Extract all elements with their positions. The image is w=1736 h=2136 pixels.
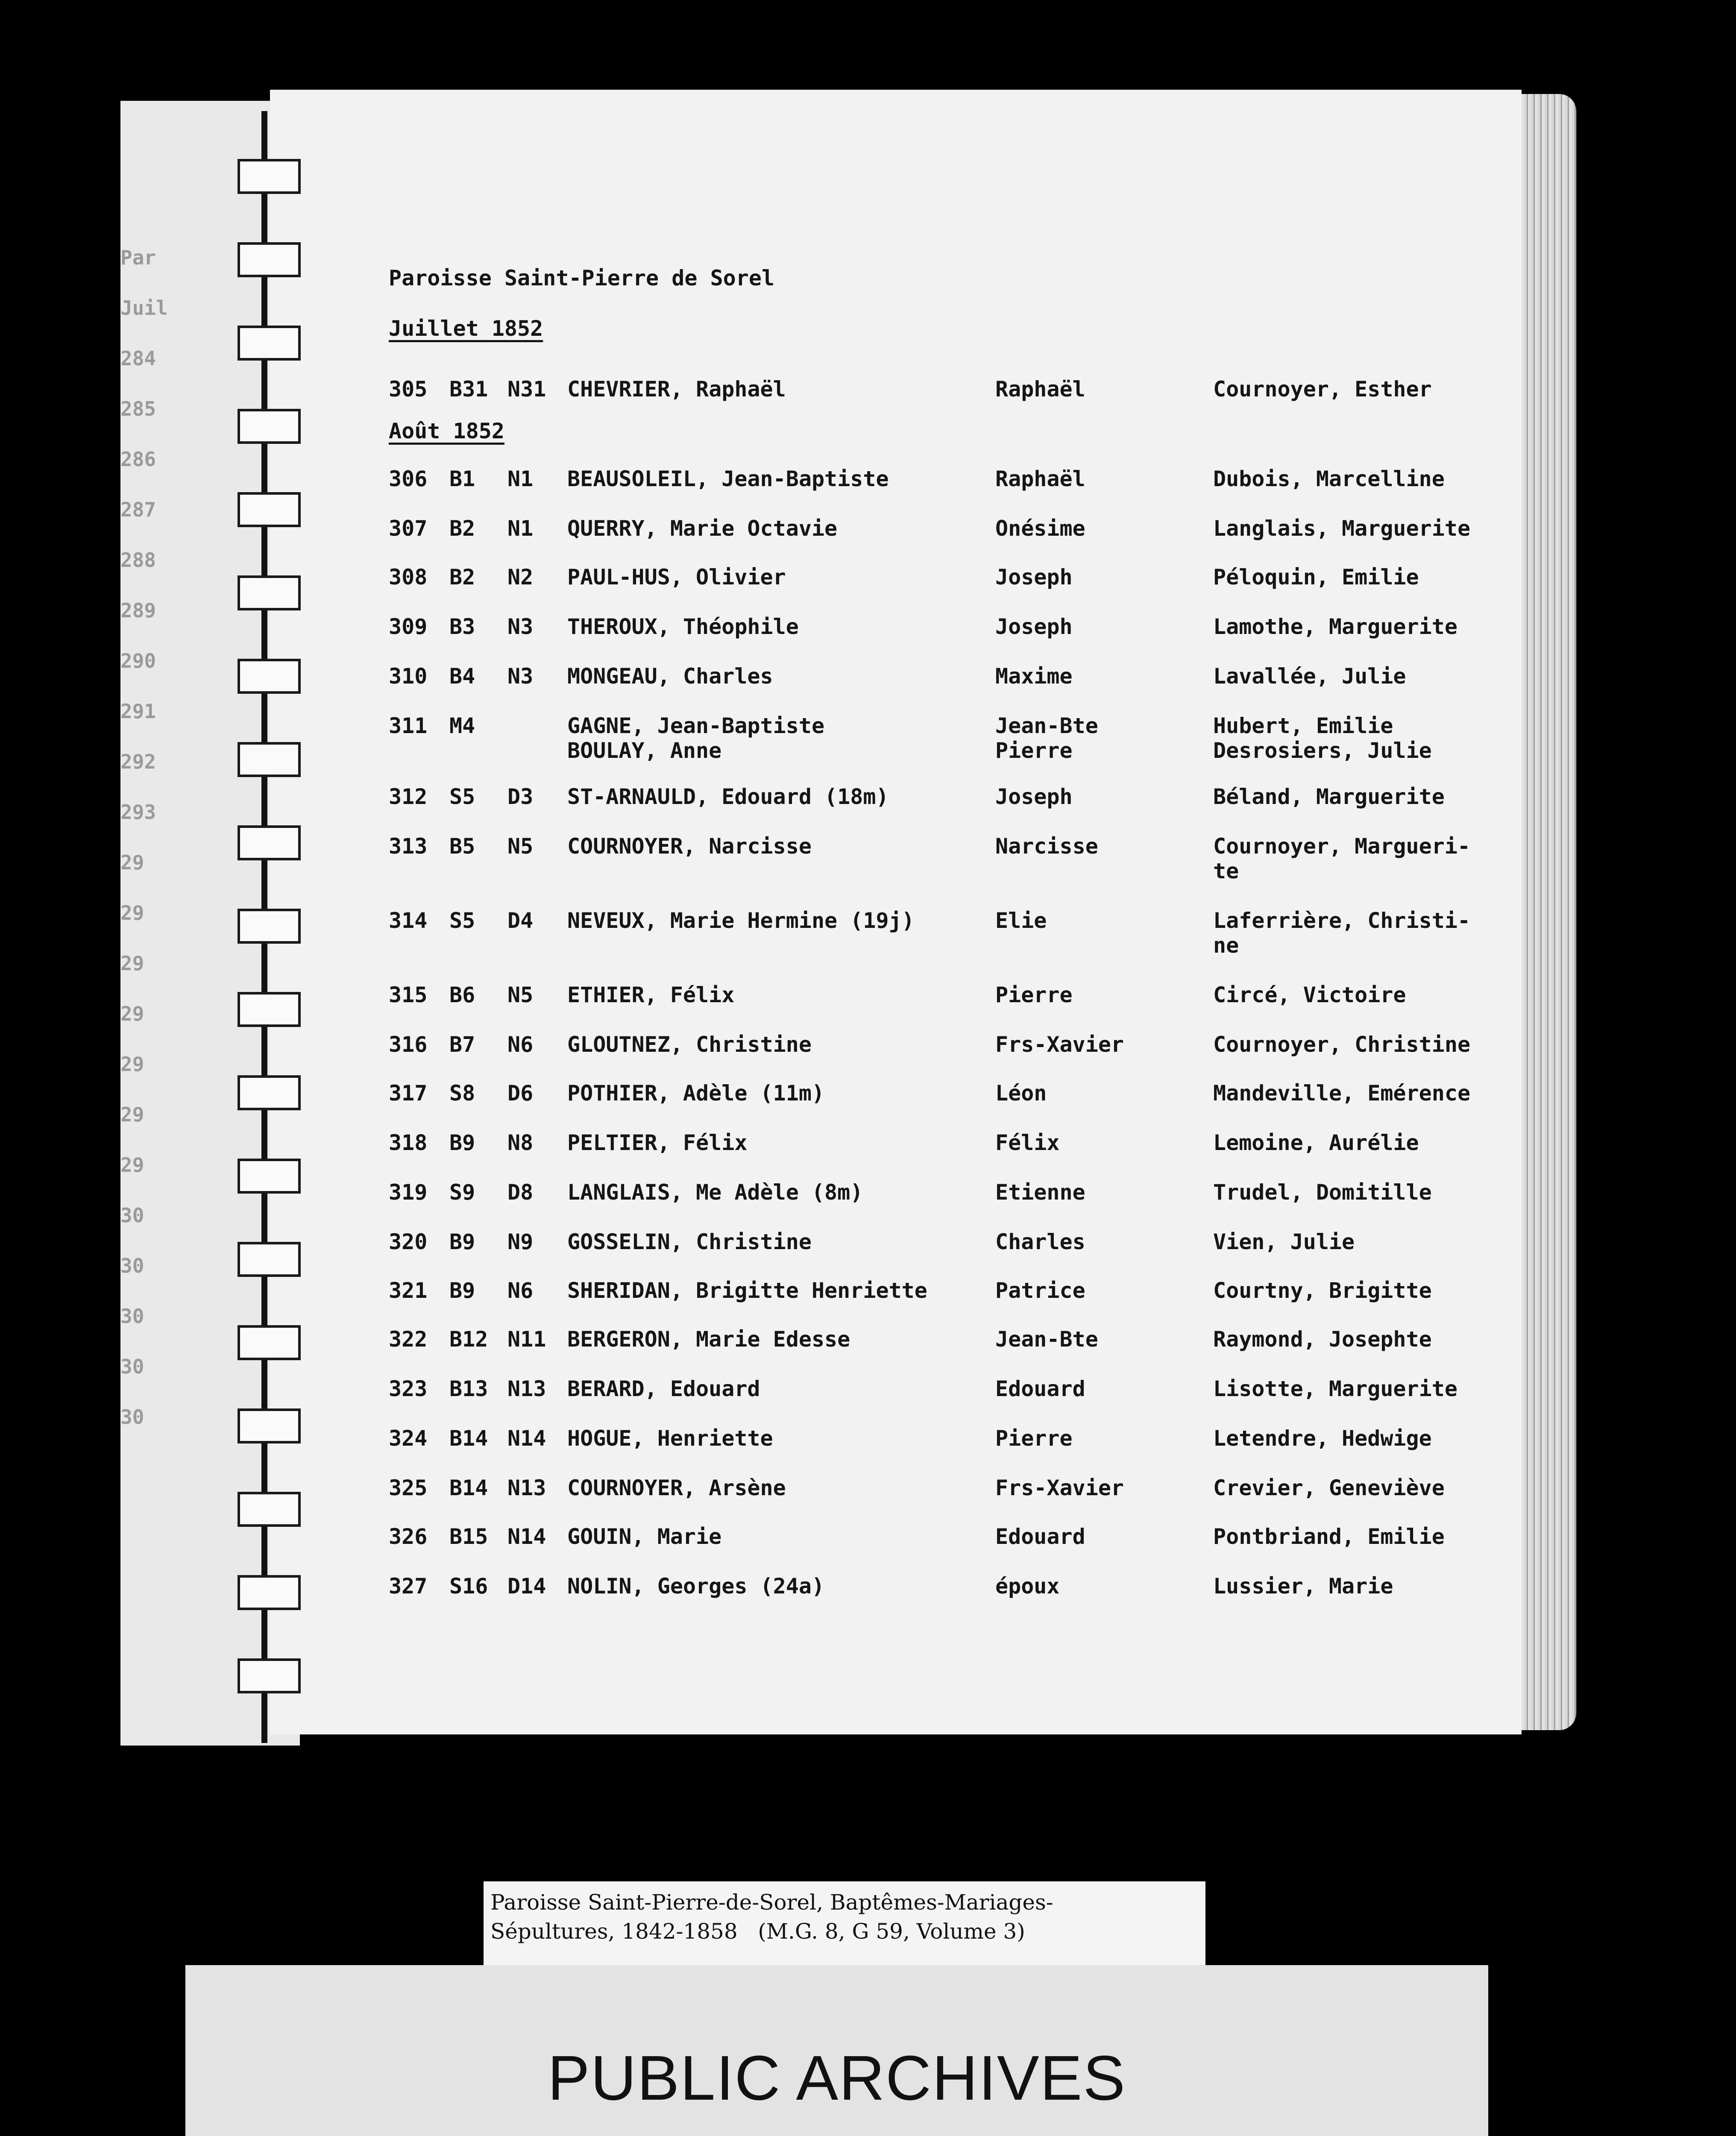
register-entry bbox=[389, 1130, 1516, 1182]
entry-mother-name: Laferrière, Christi- bbox=[1213, 908, 1471, 933]
entry-subject-name: LANGLAIS, Me Adèle (8m) bbox=[567, 1180, 863, 1205]
entry-number: 315 bbox=[389, 983, 428, 1007]
entry-subject-name: BOULAY, Anne bbox=[567, 738, 722, 763]
register-entry bbox=[389, 713, 1516, 765]
ghost-page-number: 289 bbox=[120, 599, 156, 622]
ghost-page-number: 287 bbox=[120, 498, 156, 521]
entry-mother-name: Lisotte, Marguerite bbox=[1213, 1376, 1457, 1401]
ghost-page-number: 290 bbox=[120, 649, 156, 672]
entry-act-code: B2 bbox=[449, 565, 475, 590]
entry-subject-name: COURNOYER, Narcisse bbox=[567, 834, 812, 859]
ghost-page-number: 29 bbox=[120, 1103, 144, 1126]
entry-number: 318 bbox=[389, 1130, 428, 1155]
entry-act-code: B9 bbox=[449, 1229, 475, 1254]
entry-number: 326 bbox=[389, 1524, 428, 1549]
entry-mother-name: Hubert, Emilie bbox=[1213, 713, 1393, 738]
entry-act-code: M4 bbox=[449, 713, 475, 738]
ghost-page-number: 292 bbox=[120, 750, 156, 773]
register-entry bbox=[389, 516, 1516, 567]
register-entry bbox=[389, 1032, 1516, 1083]
binding-ring bbox=[238, 659, 301, 694]
entry-subject-name: MONGEAU, Charles bbox=[567, 664, 773, 689]
entry-mother-name: Courtny, Brigitte bbox=[1213, 1278, 1432, 1303]
entry-mother-name: Lavallée, Julie bbox=[1213, 664, 1406, 689]
entry-sequence-code: N2 bbox=[507, 565, 534, 590]
entry-father-name: Frs-Xavier bbox=[995, 1476, 1124, 1500]
ghost-page-number: 293 bbox=[120, 801, 156, 824]
entry-father-name: Raphaël bbox=[995, 467, 1085, 491]
entry-father-name: Pierre bbox=[995, 983, 1073, 1007]
entry-mother-name: Trudel, Domitille bbox=[1213, 1180, 1432, 1205]
entry-mother-name: Péloquin, Emilie bbox=[1213, 565, 1419, 590]
binding-ring bbox=[238, 409, 301, 444]
entry-number: 310 bbox=[389, 664, 428, 689]
entry-number: 322 bbox=[389, 1327, 428, 1352]
entry-act-code: B9 bbox=[449, 1130, 475, 1155]
binding-ring bbox=[238, 1492, 301, 1527]
entry-mother-name: Cournoyer, Margueri- bbox=[1213, 834, 1471, 859]
archives-line-english: PUBLIC ARCHIVES bbox=[547, 2043, 1126, 2113]
entry-subject-name: BERARD, Edouard bbox=[567, 1376, 760, 1401]
entry-act-code: B13 bbox=[449, 1376, 488, 1401]
entry-sequence-code: D8 bbox=[507, 1180, 534, 1205]
entry-sequence-code: N6 bbox=[507, 1032, 534, 1057]
entry-father-name: Elie bbox=[995, 908, 1047, 933]
binding-ring bbox=[238, 1325, 301, 1360]
register-entry bbox=[389, 614, 1516, 666]
entry-number: 312 bbox=[389, 784, 428, 809]
entry-mother-name: Letendre, Hedwige bbox=[1213, 1426, 1432, 1451]
entry-sequence-code: N14 bbox=[507, 1524, 546, 1549]
binding-ring bbox=[238, 1075, 301, 1110]
entry-sequence-code: N3 bbox=[507, 614, 534, 639]
entry-mother-name: te bbox=[1213, 859, 1239, 883]
entry-subject-name: GOSSELIN, Christine bbox=[567, 1229, 812, 1254]
source-citation-slip bbox=[484, 1881, 1205, 1971]
entry-number: 323 bbox=[389, 1376, 428, 1401]
entry-act-code: B1 bbox=[449, 467, 475, 491]
binding-ring bbox=[238, 1242, 301, 1277]
entry-number: 307 bbox=[389, 516, 428, 541]
entry-mother-name: Desrosiers, Julie bbox=[1213, 738, 1432, 763]
entry-mother-name: Raymond, Josephte bbox=[1213, 1327, 1432, 1352]
citation-line-2: Sépultures, 1842-1858 (M.G. 8, G 59, Volume 3) bbox=[490, 1919, 1025, 1944]
entry-act-code: B2 bbox=[449, 516, 475, 541]
entry-act-code: B14 bbox=[449, 1426, 488, 1451]
register-entry bbox=[389, 467, 1516, 518]
ghost-page-number: Par bbox=[120, 246, 156, 269]
entry-subject-name: ST-ARNAULD, Edouard (18m) bbox=[567, 784, 889, 809]
binding-ring bbox=[238, 742, 301, 777]
entry-father-name: Joseph bbox=[995, 565, 1073, 590]
binding-ring bbox=[238, 1575, 301, 1610]
entry-sequence-code: N8 bbox=[507, 1130, 534, 1155]
entry-father-name: Joseph bbox=[995, 614, 1073, 639]
entry-father-name: époux bbox=[995, 1574, 1060, 1599]
binding-ring bbox=[238, 242, 301, 277]
entry-number: 314 bbox=[389, 908, 428, 933]
entry-act-code: S8 bbox=[449, 1081, 475, 1106]
entry-subject-name: GOUIN, Marie bbox=[567, 1524, 722, 1549]
register-entry bbox=[389, 1278, 1516, 1329]
register-entry bbox=[389, 834, 1516, 885]
ghost-page-number: 286 bbox=[120, 448, 156, 471]
ghost-page-number: 29 bbox=[120, 1053, 144, 1076]
entry-act-code: S9 bbox=[449, 1180, 475, 1205]
entry-father-name: Jean-Bte bbox=[995, 713, 1098, 738]
binding-ring bbox=[238, 159, 301, 194]
ghost-page-number: 30 bbox=[120, 1305, 144, 1328]
entry-number: 311 bbox=[389, 713, 428, 738]
entry-sequence-code: N5 bbox=[507, 834, 534, 859]
ghost-page-number: 29 bbox=[120, 1002, 144, 1025]
entry-number: 317 bbox=[389, 1081, 428, 1106]
entry-act-code: B4 bbox=[449, 664, 475, 689]
entry-mother-name: Circé, Victoire bbox=[1213, 983, 1406, 1007]
archives-card bbox=[185, 1965, 1488, 2136]
entry-mother-name: Cournoyer, Christine bbox=[1213, 1032, 1471, 1057]
register-entry bbox=[389, 908, 1516, 959]
entry-number: 325 bbox=[389, 1476, 428, 1500]
ghost-page-number: 29 bbox=[120, 851, 144, 874]
entry-father-name: Joseph bbox=[995, 784, 1073, 809]
entry-subject-name: QUERRY, Marie Octavie bbox=[567, 516, 838, 541]
binding-ring bbox=[238, 1408, 301, 1444]
entry-subject-name: COURNOYER, Arsène bbox=[567, 1476, 786, 1500]
entry-father-name: Raphaël bbox=[995, 377, 1085, 402]
entry-mother-name: Béland, Marguerite bbox=[1213, 784, 1445, 809]
entry-act-code: B3 bbox=[449, 614, 475, 639]
entry-sequence-code: N9 bbox=[507, 1229, 534, 1254]
ghost-page-number: 30 bbox=[120, 1355, 144, 1378]
ghost-page-number: 29 bbox=[120, 952, 144, 975]
register-entry bbox=[389, 1476, 1516, 1527]
entry-number: 321 bbox=[389, 1278, 428, 1303]
entry-mother-name: Vien, Julie bbox=[1213, 1229, 1355, 1254]
binding-ring bbox=[238, 326, 301, 361]
register-entry bbox=[389, 664, 1516, 715]
entry-mother-name: Crevier, Geneviève bbox=[1213, 1476, 1445, 1500]
entry-mother-name: ne bbox=[1213, 933, 1239, 958]
entry-mother-name: Mandeville, Emérence bbox=[1213, 1081, 1471, 1106]
entry-number: 327 bbox=[389, 1574, 428, 1599]
register-entry bbox=[389, 784, 1516, 836]
register-entry bbox=[389, 983, 1516, 1034]
register-entry bbox=[389, 1229, 1516, 1281]
entry-number: 316 bbox=[389, 1032, 428, 1057]
entry-mother-name: Langlais, Marguerite bbox=[1213, 516, 1471, 541]
ghost-page-number: 288 bbox=[120, 549, 156, 572]
ghost-page-number: 30 bbox=[120, 1405, 144, 1429]
entry-father-name: Narcisse bbox=[995, 834, 1098, 859]
entry-act-code: B5 bbox=[449, 834, 475, 859]
entry-father-name: Onésime bbox=[995, 516, 1085, 541]
entry-subject-name: BERGERON, Marie Edesse bbox=[567, 1327, 850, 1352]
entry-mother-name: Cournoyer, Esther bbox=[1213, 377, 1432, 402]
entry-act-code: S5 bbox=[449, 908, 475, 933]
entry-act-code: B14 bbox=[449, 1476, 488, 1500]
entry-subject-name: PAUL-HUS, Olivier bbox=[567, 565, 786, 590]
entry-number: 309 bbox=[389, 614, 428, 639]
entry-father-name: Frs-Xavier bbox=[995, 1032, 1124, 1057]
entry-sequence-code: D3 bbox=[507, 784, 534, 809]
entry-act-code: B6 bbox=[449, 983, 475, 1007]
entry-father-name: Léon bbox=[995, 1081, 1047, 1106]
entry-subject-name: SHERIDAN, Brigitte Henriette bbox=[567, 1278, 927, 1303]
entry-father-name: Patrice bbox=[995, 1278, 1085, 1303]
month-heading: Août 1852 bbox=[389, 419, 504, 443]
ghost-page-number: Juil bbox=[120, 296, 168, 320]
binding-ring bbox=[238, 1159, 301, 1194]
ghost-page-number: 285 bbox=[120, 397, 156, 420]
entry-sequence-code: N6 bbox=[507, 1278, 534, 1303]
binding-ring bbox=[238, 825, 301, 860]
entry-subject-name: POTHIER, Adèle (11m) bbox=[567, 1081, 825, 1106]
entry-sequence-code: N1 bbox=[507, 467, 534, 491]
entry-sequence-code: N3 bbox=[507, 664, 534, 689]
month-heading: Juillet 1852 bbox=[389, 316, 543, 341]
entry-sequence-code: N31 bbox=[507, 377, 546, 402]
entry-mother-name: Lemoine, Aurélie bbox=[1213, 1130, 1419, 1155]
binding-ring bbox=[238, 575, 301, 610]
register-entry bbox=[389, 1376, 1516, 1428]
binding-ring bbox=[238, 1658, 301, 1693]
entry-subject-name: ETHIER, Félix bbox=[567, 983, 735, 1007]
entry-mother-name: Lamothe, Marguerite bbox=[1213, 614, 1457, 639]
entry-mother-name: Pontbriand, Emilie bbox=[1213, 1524, 1445, 1549]
parish-title: Paroisse Saint-Pierre de Sorel bbox=[389, 266, 775, 290]
entry-sequence-code: N13 bbox=[507, 1476, 546, 1500]
register-entry bbox=[389, 1180, 1516, 1231]
entry-sequence-code: D6 bbox=[507, 1081, 534, 1106]
citation-line-1: Paroisse Saint-Pierre-de-Sorel, Baptêmes-Mariages- bbox=[490, 1890, 1053, 1915]
entry-sequence-code: D14 bbox=[507, 1574, 546, 1599]
register-entry bbox=[389, 565, 1516, 616]
entry-act-code: B7 bbox=[449, 1032, 475, 1057]
entry-father-name: Pierre bbox=[995, 1426, 1073, 1451]
entry-father-name: Jean-Bte bbox=[995, 1327, 1098, 1352]
ghost-page-number: 291 bbox=[120, 700, 156, 723]
entry-mother-name: Lussier, Marie bbox=[1213, 1574, 1393, 1599]
register-entry bbox=[389, 1081, 1516, 1132]
entry-father-name: Etienne bbox=[995, 1180, 1085, 1205]
entry-sequence-code: N14 bbox=[507, 1426, 546, 1451]
entry-act-code: B9 bbox=[449, 1278, 475, 1303]
entry-sequence-code: N11 bbox=[507, 1327, 546, 1352]
entry-subject-name: NOLIN, Georges (24a) bbox=[567, 1574, 825, 1599]
register-entry bbox=[389, 1524, 1516, 1576]
entry-father-name: Félix bbox=[995, 1130, 1060, 1155]
ghost-page-number: 29 bbox=[120, 1153, 144, 1177]
ghost-page-number: 29 bbox=[120, 901, 144, 924]
entry-act-code: B15 bbox=[449, 1524, 488, 1549]
entry-number: 305 bbox=[389, 377, 428, 402]
entry-number: 313 bbox=[389, 834, 428, 859]
entry-father-name: Charles bbox=[995, 1229, 1085, 1254]
entry-act-code: S5 bbox=[449, 784, 475, 809]
entry-act-code: S16 bbox=[449, 1574, 488, 1599]
entry-subject-name: NEVEUX, Marie Hermine (19j) bbox=[567, 908, 915, 933]
entry-mother-name: Dubois, Marcelline bbox=[1213, 467, 1445, 491]
register-entry bbox=[389, 1426, 1516, 1477]
binding-ring bbox=[238, 909, 301, 944]
register-entry bbox=[389, 377, 1516, 428]
entry-father-name: Maxime bbox=[995, 664, 1073, 689]
entry-subject-name: THEROUX, Théophile bbox=[567, 614, 799, 639]
entry-act-code: B12 bbox=[449, 1327, 488, 1352]
entry-sequence-code: N1 bbox=[507, 516, 534, 541]
entry-subject-name: BEAUSOLEIL, Jean-Baptiste bbox=[567, 467, 889, 491]
entry-number: 308 bbox=[389, 565, 428, 590]
ghost-page-number: 30 bbox=[120, 1254, 144, 1277]
register-entry bbox=[389, 1574, 1516, 1625]
entry-father-name: Edouard bbox=[995, 1376, 1085, 1401]
entry-number: 320 bbox=[389, 1229, 428, 1254]
entry-sequence-code: N13 bbox=[507, 1376, 546, 1401]
binding-ring bbox=[238, 992, 301, 1027]
entry-father-name: Edouard bbox=[995, 1524, 1085, 1549]
binding-ring bbox=[238, 492, 301, 527]
entry-act-code: B31 bbox=[449, 377, 488, 402]
ghost-page-number: 30 bbox=[120, 1204, 144, 1227]
entry-sequence-code: N5 bbox=[507, 983, 534, 1007]
ghost-page-number: 284 bbox=[120, 347, 156, 370]
entry-number: 306 bbox=[389, 467, 428, 491]
entry-subject-name: HOGUE, Henriette bbox=[567, 1426, 773, 1451]
entry-sequence-code: D4 bbox=[507, 908, 534, 933]
entry-subject-name: PELTIER, Félix bbox=[567, 1130, 748, 1155]
entry-father-name: Pierre bbox=[995, 738, 1073, 763]
entry-subject-name: GLOUTNEZ, Christine bbox=[567, 1032, 812, 1057]
entry-number: 324 bbox=[389, 1426, 428, 1451]
register-entry bbox=[389, 1327, 1516, 1378]
entry-subject-name: GAGNE, Jean-Baptiste bbox=[567, 713, 825, 738]
entry-subject-name: CHEVRIER, Raphaël bbox=[567, 377, 786, 402]
entry-number: 319 bbox=[389, 1180, 428, 1205]
